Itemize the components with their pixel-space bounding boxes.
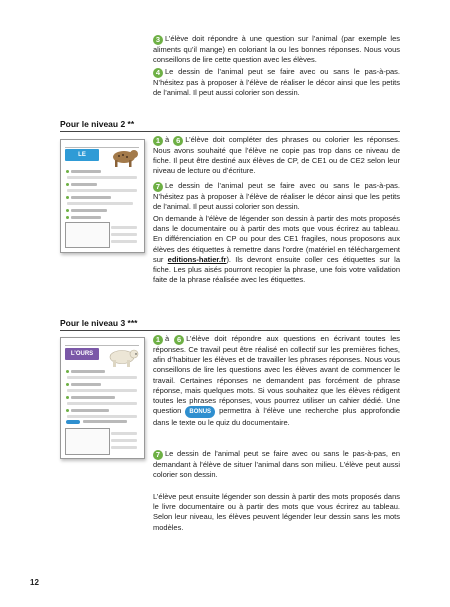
- level3-divider: [60, 330, 400, 331]
- step-number-badge: 6: [174, 335, 184, 345]
- level2-title: Pour le niveau 2 **: [60, 119, 135, 129]
- level2-steps-1-6: 1 à 6 L’élève doit compléter des phrases ou colorier les réponses. Nous avons souhaité que l’élève ne copie pas trop dans ce niveau de fiche. Il peut être destiné aux élèves de CP, de CE1 ou de CE2 selon leur niveau de lecture ou d’écriture.: [153, 135, 400, 176]
- jaguar-icon: [109, 146, 139, 168]
- level3-step-7-text: Le dessin de l’animal peut se faire avec ou sans le pas-à-pas, en demandant à l’élève de situer l’animal dans son milieu. L’élève peut aussi colorier son dessin.: [153, 449, 400, 480]
- editions-hatier-link[interactable]: editions-hatier.fr: [167, 254, 227, 264]
- level3-legend-paragraph: L’élève peut ensuite légender son dessin à partir des mots proposés dans le livre documentaire ou à partir des mots que vous écrirez au tableau. Selon leur niveau, les élèves peuvent légender leur dessin sans les mots modèles.: [153, 492, 400, 532]
- level3-steps-1-6: 1 à 6 L’élève doit répondre aux questions en écrivant toutes les réponses. Ce travail peut être réalisé en collectif sur les premières fiches, afin d’habituer les élèves et de travailler les phrases réponses. Nous vous conseillons de lire les questions avec les élèves avant de commencer le travail. Certaines réponses ne demandent pas forcément de phrase réponse, mais quelques mots. Si vous souhaitez que les élèves rédigent toutes les phrases réponses, vous pourrez utiliser un cahier dédié. Une question BONUS permettra à l’élève une recherche plus approfondie dans le texte ou le quiz du documentaire.: [153, 334, 400, 428]
- drawing-box: [65, 428, 110, 455]
- top-step-4: [153, 67, 400, 98]
- step-number-badge: 3: [153, 35, 163, 45]
- bonus-badge: BONUS: [185, 406, 215, 418]
- step-number-badge: 7: [153, 450, 163, 460]
- level2-legend-paragraph: On demande à l’élève de légender son dessin à partir des mots proposés dans le documentaire ou à partir des mots que vous écrirez au tableau. En différenciation en CP ou pour des CE1 fragiles, nous proposons aux élèves des étiquettes à remettre dans l’ordre (matériel en téléchargement sur editions-hatier.fr). Ils devront ensuite coller ces étiquettes sur la fiche. Les plus aisés pourront recopier la phrase, une fois votre validation faite de la phrase réalisée avec les étiquettes.: [153, 214, 400, 285]
- level3-title: Pour le niveau 3 ***: [60, 318, 138, 328]
- step-number-badge: 1: [153, 136, 163, 146]
- level3-step-7: [153, 449, 400, 480]
- level2-step-7: [153, 181, 400, 212]
- level2-step-7-text: Le dessin de l’animal peut se faire avec ou sans le pas-à-pas. N’hésitez pas à proposer à l’élève de réaliser le décor ainsi que les petits de l’animal. Il peut aussi colorier son dessin.: [153, 181, 400, 212]
- polar-bear-icon: [107, 346, 139, 368]
- step-number-badge: 7: [153, 182, 163, 192]
- drawing-box: [65, 222, 110, 248]
- level2-divider: [60, 131, 400, 132]
- step-number-badge: 6: [173, 136, 183, 146]
- top-step-3-text: L’élève doit répondre à une question sur l’animal (par exemple les aliments qu’il mange) en coloriant la ou les bonnes réponses. Nous vous conseillons de lire cette question avec les élèves.: [153, 34, 400, 65]
- top-step-4-text: Le dessin de l’animal peut se faire avec ou sans le pas-à-pas. N’hésitez pas à proposer à l’élève de réaliser le décor ainsi que les petits de l’animal. Il peut aussi colorier son dessin.: [153, 67, 400, 98]
- worksheet-title-banner: LE JAGUAR: [65, 149, 99, 161]
- level2-steps-1-6-text: L’élève doit compléter des phrases ou colorier les réponses. Nous avons souhaité que l’élève ne copie pas trop dans ce niveau de fiche. Il peut être destiné aux élèves de CP, de CE1 ou de CE2 selon leur niveau de lecture ou d’écriture.: [153, 135, 400, 176]
- top-step-3: [153, 34, 400, 65]
- page-number: 12: [30, 578, 39, 587]
- level2-worksheet-thumbnail: [60, 139, 145, 253]
- bonus-tag-mini: [66, 420, 80, 424]
- step-number-badge: 1: [153, 335, 163, 345]
- level3-worksheet-thumbnail: [60, 337, 145, 459]
- worksheet-title-banner: L’OURS BLANC: [65, 348, 99, 360]
- step-number-badge: 4: [153, 68, 163, 78]
